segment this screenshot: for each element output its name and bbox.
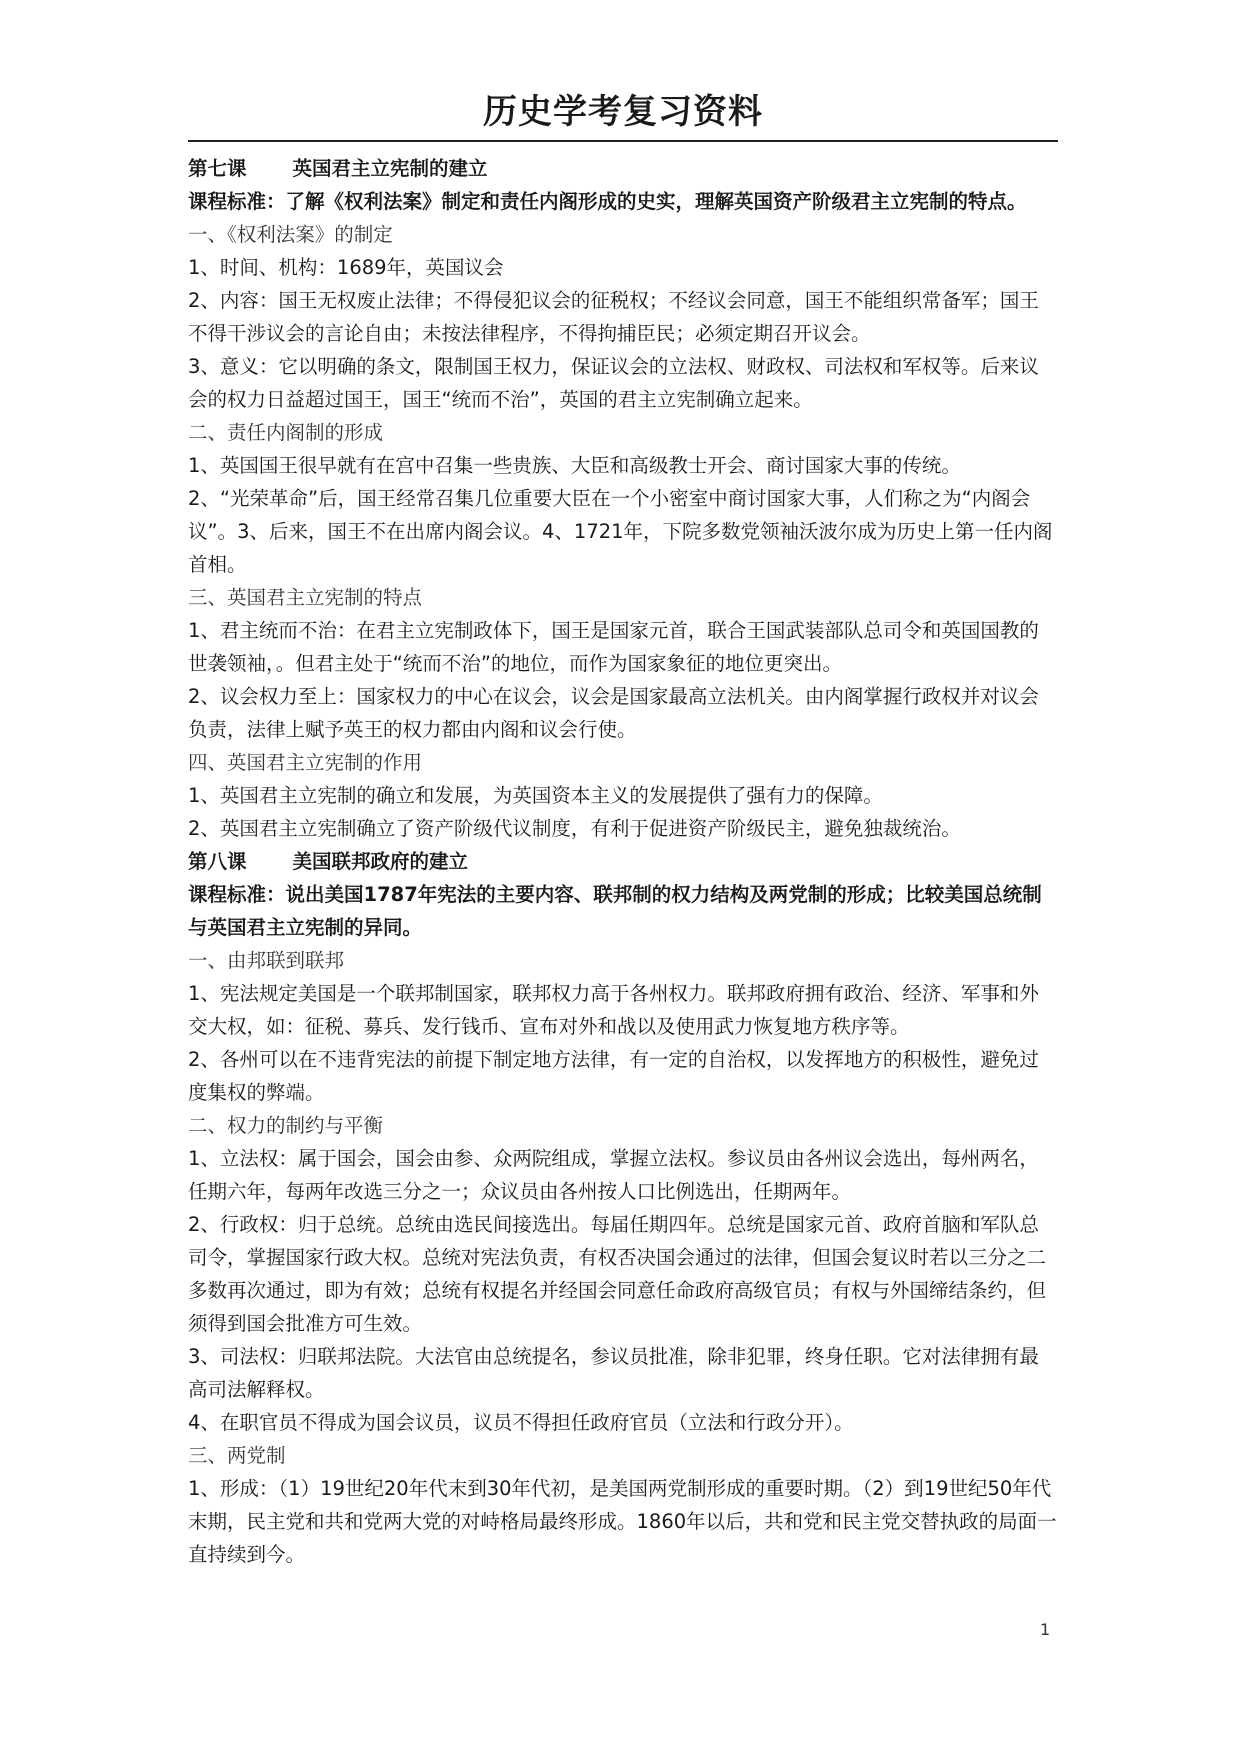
lesson-8-standard: 课程标准：说出美国1787年宪法的主要内容、联邦制的权力结构及两党制的形成；比较美国总统制与英国君主立宪制的异同。 <box>188 883 1042 939</box>
l8-s2-paragraph: 3、司法权：归联邦法院。大法官由总统提名，参议员批准，除非犯罪，终身任职。它对法律拥有最高司法解释权。 <box>188 1345 1039 1401</box>
l7-s3-paragraph: 1、君主统而不治：在君主立宪制政体下，国王是国家元首，联合王国武装部队总司令和英国国教的世袭领袖，。但君主处于“统而不治”的地位，而作为国家象征的地位更突出。 <box>188 619 1039 675</box>
l7-section-2-heading: 二、责任内阁制的形成 <box>188 421 384 444</box>
lesson-7-label: 第七课 <box>188 157 247 180</box>
l8-section-2-heading: 二、权力的制约与平衡 <box>188 1114 384 1137</box>
lesson-7-standard: 课程标准：了解《权利法案》制定和责任内阁形成的史实，理解英国资产阶级君主立宪制的特点。 <box>188 190 1027 213</box>
l7-s4-paragraph: 2、英国君主立宪制确立了资产阶级代议制度，有利于促进资产阶级民主，避免独裁统治。 <box>188 817 961 840</box>
l8-s1-paragraph: 1、宪法规定美国是一个联邦制国家，联邦权力高于各州权力。联邦政府拥有政治、经济、军事和外交大权，如：征税、募兵、发行钱币、宣布对外和战以及使用武力恢复地方秩序等。 <box>188 982 1039 1038</box>
lesson-8-name: 美国联邦政府的建立 <box>292 850 469 873</box>
lesson-7-name: 英国君主立宪制的建立 <box>292 157 488 180</box>
lesson-8-label: 第八课 <box>188 850 247 873</box>
l7-s1-paragraph: 3、意义：它以明确的条文，限制国王权力，保证议会的立法权、财政权、司法权和军权等。后来议会的权力日益超过国王，国王“统而不治”，英国的君主立宪制确立起来。 <box>188 355 1039 411</box>
l7-s1-paragraph: 1、时间、机构：1689年，英国议会 <box>188 256 504 279</box>
l8-s2-paragraph: 4、在职官员不得成为国会议员，议员不得担任政府官员（立法和行政分开）。 <box>188 1411 854 1434</box>
l7-s2-paragraph: 2、“光荣革命”后，国王经常召集几位重要大臣在一个小密室中商讨国家大事，人们称之为“内阁会议”。3、后来，国王不在出席内阁会议。4、1721年，下院多数党领袖沃波尔成为历史上第一任内阁首相。 <box>188 487 1053 576</box>
lesson-8-heading <box>188 845 1058 878</box>
l7-s1-paragraph: 2、内容：国王无权废止法律；不得侵犯议会的征税权；不经议会同意，国王不能组织常备军；国王不得干涉议会的言论自由；未按法律程序，不得拘捕臣民；必须定期召开议会。 <box>188 289 1039 345</box>
l8-s1-paragraph: 2、各州可以在不违背宪法的前提下制定地方法律，有一定的自治权，以发挥地方的积极性，避免过度集权的弊端。 <box>188 1048 1039 1104</box>
l7-section-3-heading: 三、英国君主立宪制的特点 <box>188 586 423 609</box>
l7-s2-paragraph: 1、英国国王很早就有在宫中召集一些贵族、大臣和高级教士开会、商讨国家大事的传统。 <box>188 454 961 477</box>
document-body <box>188 152 1058 1571</box>
lesson-7-heading <box>188 152 1058 185</box>
l8-s2-paragraph: 2、行政权：归于总统。总统由选民间接选出。每届任期四年。总统是国家元首、政府首脑和军队总司令，掌握国家行政大权。总统对宪法负责，有权否决国会通过的法律，但国会复议时若以三分之二多数再次通过，即为有效；总统有权提名并经国会同意任命政府高级官员；有权与外国缔结条约，但须得到国会批准方可生效。 <box>188 1213 1047 1335</box>
l8-section-1-heading: 一、由邦联到联邦 <box>188 949 345 972</box>
l7-section-4-heading: 四、英国君主立宪制的作用 <box>188 751 423 774</box>
l8-s3-paragraph: 1、形成：（1）19世纪20年代末到30年代初，是美国两党制形成的重要时期。（2）到19世纪50年代末期，民主党和共和党两大党的对峙格局最终形成。1860年以后，共和党和民主党交替执政的局面一直持续到今。 <box>188 1477 1057 1566</box>
l8-section-3-heading: 三、两党制 <box>188 1444 286 1467</box>
l7-s4-paragraph: 1、英国君主立宪制的确立和发展，为英国资本主义的发展提供了强有力的保障。 <box>188 784 883 807</box>
l7-section-1-heading: 一、《权利法案》的制定 <box>188 223 393 246</box>
page-number: 1 <box>1040 1620 1051 1639</box>
document-title: 历史学考复习资料 <box>188 88 1058 142</box>
l8-s2-paragraph: 1、立法权：属于国会，国会由参、众两院组成，掌握立法权。参议员由各州议会选出，每州两名，任期六年，每两年改选三分之一；众议员由各州按人口比例选出，任期两年。 <box>188 1147 1039 1203</box>
l7-s3-paragraph: 2、议会权力至上：国家权力的中心在议会，议会是国家最高立法机关。由内阁掌握行政权并对议会负责，法律上赋予英王的权力都由内阁和议会行使。 <box>188 685 1039 741</box>
document-page <box>188 88 1058 1571</box>
